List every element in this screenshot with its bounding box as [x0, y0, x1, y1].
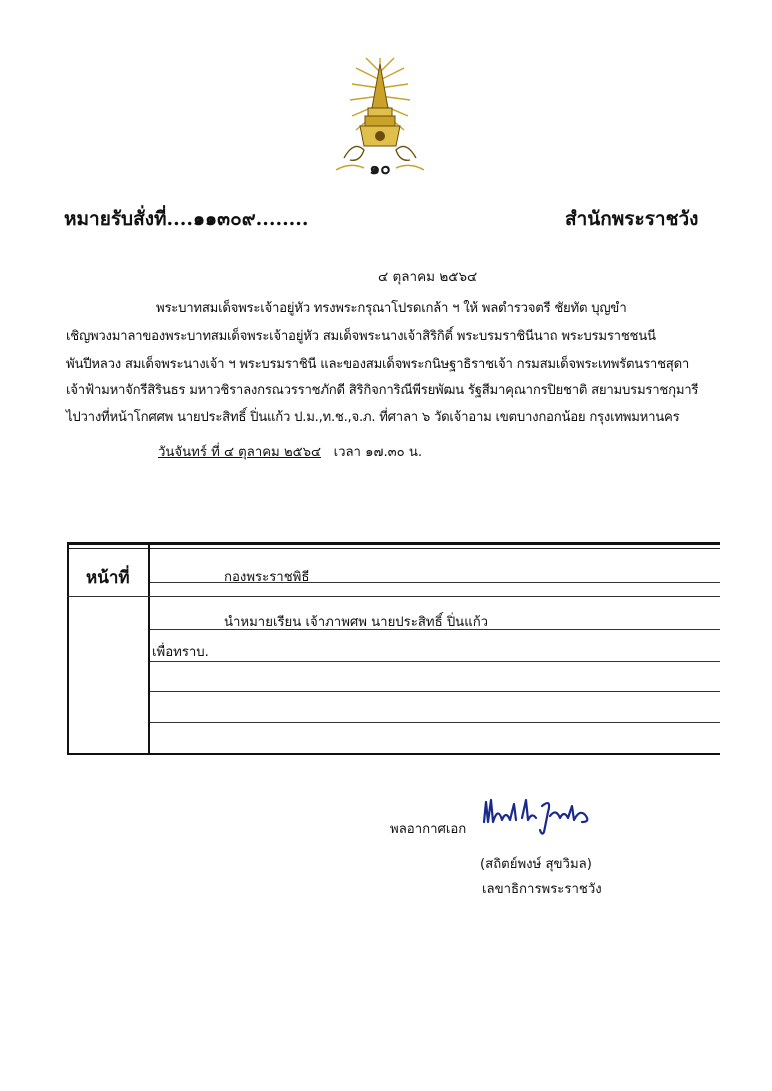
order-number-label: หมายรับสั่งที่	[64, 208, 167, 230]
body-line-1: พระบาทสมเด็จพระเจ้าอยู่หัว ทรงพระกรุณาโปรดเกล้า ฯ ให้ พลตำรวจตรี ชัยทัต บุญขำ	[156, 301, 627, 316]
order-number-dots-before: ....	[166, 208, 193, 230]
schedule-date: วันจันทร์ ที่ ๔ ตุลาคม ๒๕๖๔	[158, 445, 321, 460]
table-border-left	[67, 542, 69, 755]
order-number-dots-after: ........	[255, 208, 309, 230]
body-line-5: ไปวางที่หน้าโกศศพ นายประสิทธิ์ ปิ่นแก้ว ป.ม.,ท.ช.,จ.ภ. ที่ศาลา ๖ วัดเจ้าอาม เขตบางกอกน้อย กรุงเทพมหานคร	[66, 410, 680, 425]
emblem-caption: ๑๐	[369, 159, 391, 179]
signer-position: เลขาธิการพระราชวัง	[482, 882, 602, 897]
schedule-time: เวลา ๑๗.๓๐ น.	[333, 445, 423, 460]
table-rule	[150, 661, 720, 662]
duty-header: หน้าที่	[86, 568, 130, 588]
document-date: ๔ ตุลาคม ๒๕๖๔	[378, 269, 478, 285]
emblem-crown	[336, 64, 424, 170]
body-line-4: เจ้าฟ้ามหาจักรีสิรินธร มหาวชิราลงกรณวรราชภักดี สิริกิจการิณีพีรยพัฒน รัฐสีมาคุณากรปิยชาติ สยามบรมราชกุมารี	[66, 383, 699, 398]
assigned-unit: กองพระราชพิธี	[224, 570, 310, 585]
order-number-heading	[64, 204, 309, 234]
signer-name: (สถิตย์พงษ์ สุขวิมล)	[480, 857, 592, 872]
office-name: สำนักพระราชวัง	[565, 208, 699, 230]
body-line-2: เชิญพวงมาลาของพระบาทสมเด็จพระเจ้าอยู่หัว สมเด็จพระนางเจ้าสิริกิติ์ พระบรมราชินีนาถ พระบรมราชชนนี	[66, 329, 656, 344]
handwritten-signature	[478, 792, 598, 836]
signer-rank: พลอากาศเอก	[390, 822, 467, 837]
table-row-divider	[67, 596, 720, 597]
royal-emblem-icon	[330, 50, 430, 190]
table-rule	[150, 722, 720, 723]
order-number-value: ๑๑๓๐๙	[192, 208, 256, 230]
task-description: นำหมายเรียน เจ้าภาพศพ นายประสิทธิ์ ปิ่นแก้ว	[224, 615, 489, 630]
table-border-top	[67, 542, 720, 545]
table-border-top-inner	[67, 548, 720, 549]
table-rule	[150, 691, 720, 692]
table-border-bottom	[67, 753, 720, 755]
task-note: เพื่อทราบ.	[152, 645, 209, 660]
table-column-divider	[148, 542, 150, 755]
schedule	[158, 441, 422, 462]
body-line-3: พันปีหลวง สมเด็จพระนางเจ้า ฯ พระบรมราชินี และของสมเด็จพระกนิษฐาธิราชเจ้า กรมสมเด็จพระเทพรัตนราชสุดา	[66, 357, 690, 372]
